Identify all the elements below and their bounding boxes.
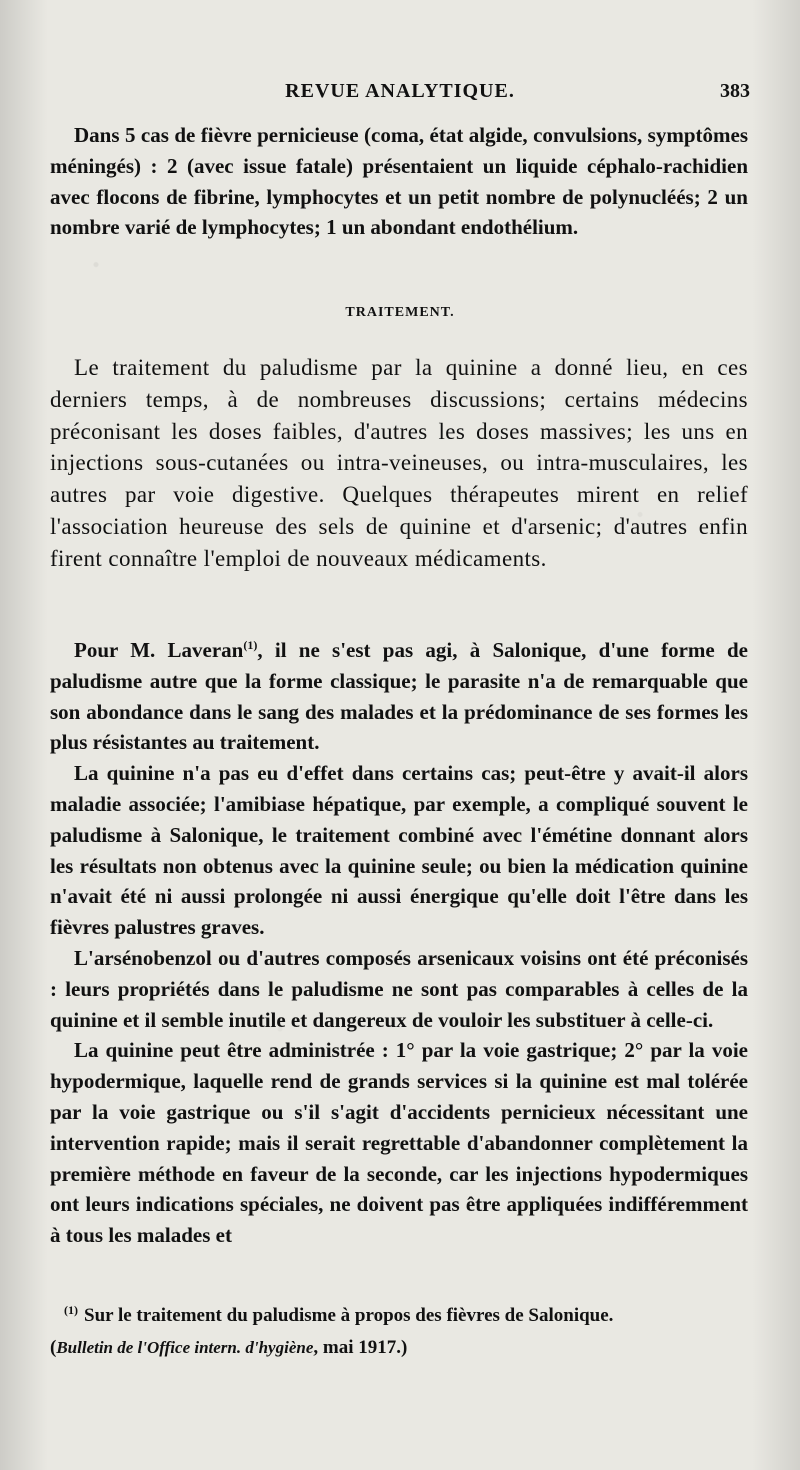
footnote-reference: (1) — [243, 638, 258, 652]
footnote — [50, 1300, 748, 1364]
citation-date: , mai 1917.) — [313, 1337, 408, 1358]
intro-block — [50, 120, 748, 243]
laveran-text-after: , il ne s'est pas agi, à Salonique, d'une forme de paludisme autre que la forme classique; le parasite n'a de remarquable que son abondance dans le sang des malades et la prédominance de ses formes les plus résistantes au traitement. — [50, 638, 748, 755]
footnote-text: Sur le traitement du paludisme à propos des fièvres de Salonique. — [84, 1305, 614, 1326]
page-header — [50, 80, 750, 112]
citation-open: ( — [50, 1337, 57, 1358]
footnote-citation — [50, 1332, 748, 1364]
section-title: TRAITEMENT. — [345, 305, 455, 320]
paragraph-quinine-effect: La quinine n'a pas eu d'effet dans certains cas; peut-être y avait-il alors maladie associée; l'amibiase hépatique, par exemple, a compliqué souvent le paludisme à Salonique, le traitement combiné avec l'émétine donnant alors les résultats non obtenus avec la quinine seule; ou bien la médication quinine n'avait été ni aussi prolongée ni aussi énergique qu'elle doit l'être dans les fièvres palustres graves. — [50, 761, 748, 940]
laveran-text-before: Pour M. Laveran — [74, 638, 244, 662]
paragraph-arsenobenzol: L'arsénobenzol ou d'autres composés arsenicaux voisins ont été préconisés : leurs propriétés dans le paludisme ne sont pas comparables à celles de la quinine et il semble inutile et dangereux de vouloir les substituer à celle-ci. — [50, 945, 748, 1032]
paragraph-fever-cases: Dans 5 cas de fièvre pernicieuse (coma, état algide, convulsions, symptômes méningés) : 2 (avec issue fatale) présentaient un liquide céphalo-rachidien avec flocons de fibrine, lymphocytes et un petit nombre de polynucléés; 2 un nombre varié de lymphocytes; 1 un abondant endothélium. — [50, 123, 748, 240]
paragraph-treatment-intro: Le traitement du paludisme par la quinine a donné lieu, en ces derniers temps, à de nombreuses discussions; certains médecins préconisant les doses faibles, d'autres les doses massives; les uns en injections sous-cutanées ou intra-veineuses, ou intra-musculaires, les autres par voie digestive. Quelques thérapeutes mirent en relief l'association heureuse des sels de quinine et d'arsenic; d'autres enfin firent connaître l'emploi de nouveaux médicaments. — [50, 355, 748, 571]
page-number: 383 — [720, 80, 750, 102]
footnote-label: (1) — [64, 1302, 78, 1317]
footnote-line — [50, 1300, 748, 1332]
citation-journal: Bulletin de l'Office intern. d'hygiène — [56, 1338, 314, 1357]
paragraph-administration: La quinine peut être administrée : 1° par la voie gastrique; 2° par la voie hypodermique, laquelle rend de grands services si la quinine est mal tolérée par la voie gastrique ou s'il s'agit d'accidents pernicieux nécessitant une intervention rapide; mais il serait regrettable d'abandonner complètement la première méthode en faveur de la seconde, car les injections hypodermiques ont leurs indications spéciales, ne doivent pas être appliquées indifféremment à tous les malades et — [50, 1038, 748, 1248]
treatment-intro-block — [50, 352, 748, 575]
running-title: REVUE ANALYTIQUE. — [285, 80, 515, 102]
paragraph-laveran — [50, 635, 748, 758]
main-text-block — [50, 635, 748, 1251]
